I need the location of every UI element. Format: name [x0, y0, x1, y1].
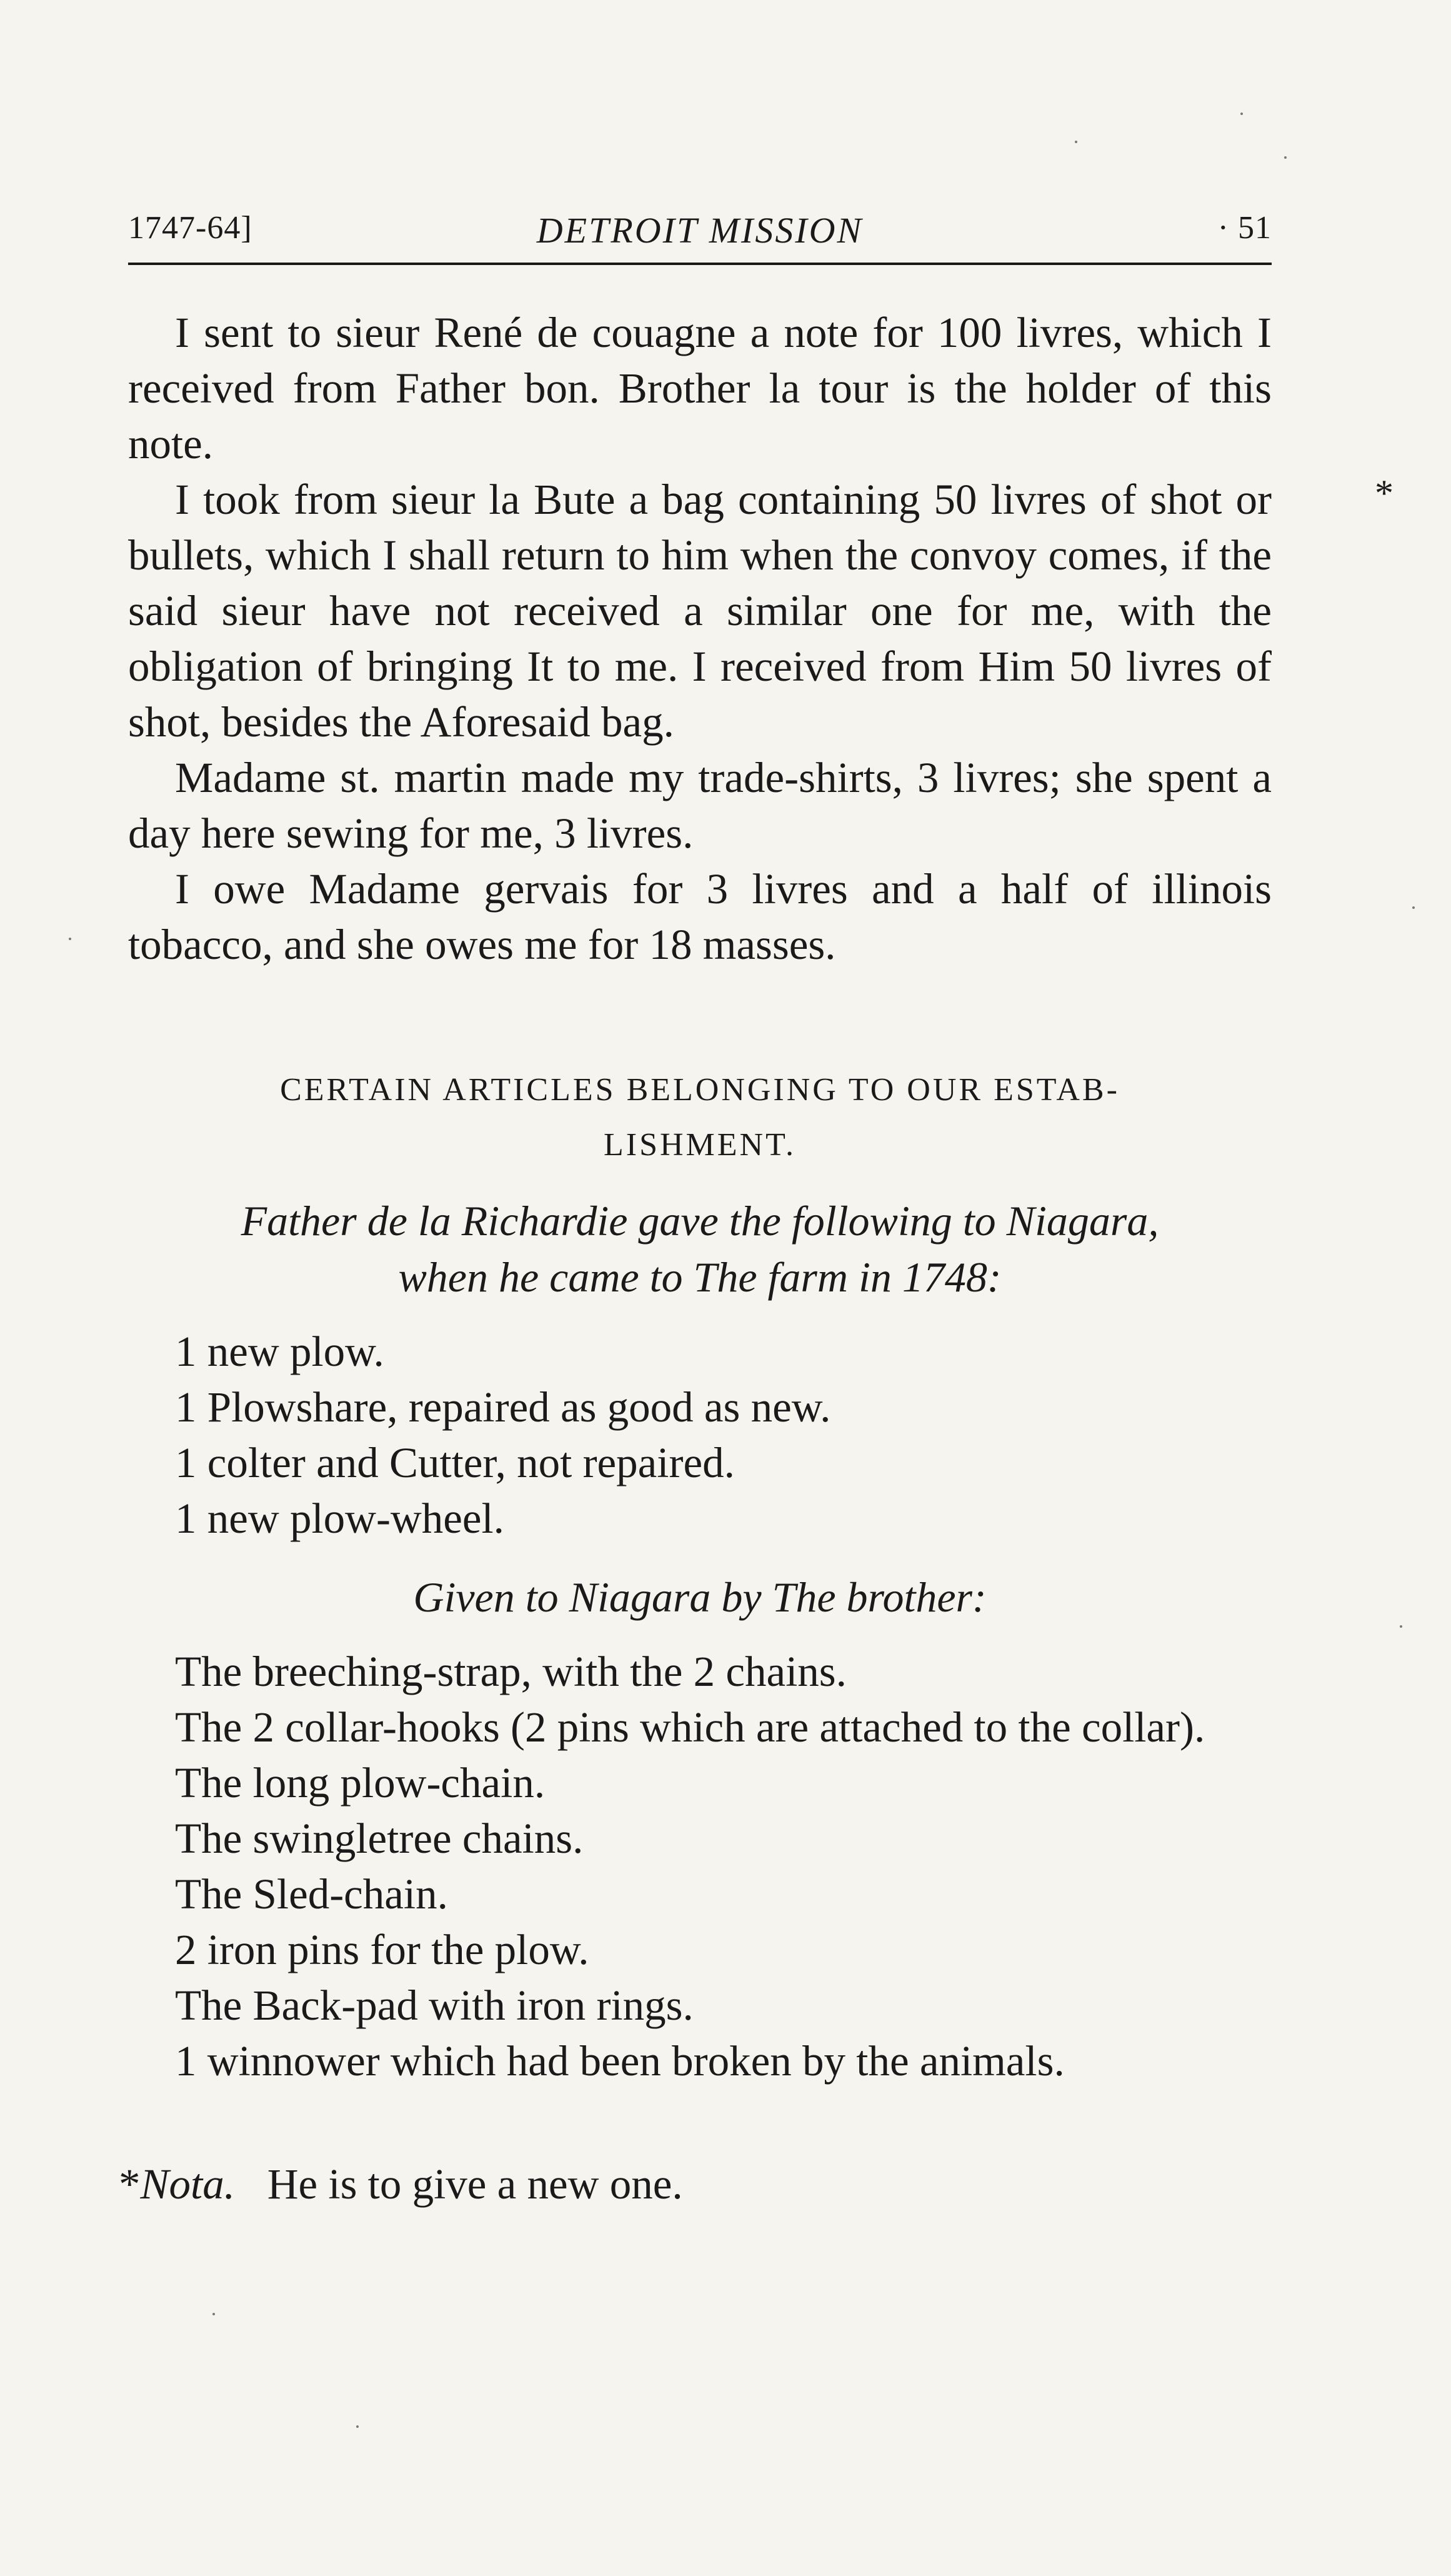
list-item: The long plow-chain.: [175, 1759, 546, 1807]
header-title: DETROIT MISSION: [536, 210, 864, 251]
list-item: The swingletree chains.: [175, 1815, 584, 1862]
scan-speck: [212, 2313, 215, 2315]
paragraph: I sent to sieur René de couagne a note for 100 livres, which I received from Father bon. Brother la tour is the holder of this note.: [128, 309, 1272, 468]
list-item: 1 Plowshare, repaired as good as new.: [175, 1383, 831, 1431]
list-item: 2 iron pins for the plow.: [175, 1926, 589, 1973]
footnote-text: He is to give a new one.: [267, 2160, 683, 2208]
scan-speck: [1412, 906, 1415, 909]
header-years: 1747-64]: [128, 210, 252, 246]
list-item: 1 new plow-wheel.: [175, 1495, 504, 1542]
subheading-richardie: [122, 1193, 1278, 1305]
list-item: 1 winnower which had been broken by the animals.: [175, 2037, 1065, 2085]
header-rule: [128, 263, 1272, 265]
scan-speck: [1400, 1625, 1402, 1628]
list-item: The breeching-strap, with the 2 chains.: [175, 1648, 847, 1695]
footnote-asterisk: *: [119, 2160, 141, 2208]
section-heading-line: LISHMENT.: [603, 1127, 796, 1163]
list-item: The Sled-chain.: [175, 1870, 448, 1918]
list-item: 1 colter and Cutter, not repaired.: [175, 1439, 735, 1486]
subheading-brother: Given to Niagara by The brother:: [413, 1573, 987, 1621]
paragraph: I owe Madame gervais for 3 livres and a half of illinois tobacco, and she owes me for 18 masses.: [128, 865, 1272, 968]
subheading-line: Father de la Richardie gave the following to Niagara,: [241, 1197, 1159, 1245]
item-list-brother: [128, 1644, 1272, 2089]
scan-speck: [356, 2425, 359, 2428]
scan-speck: [1240, 113, 1243, 115]
running-head: [128, 209, 1272, 259]
page-number: · 51: [1217, 210, 1272, 246]
scan-speck: [1075, 141, 1077, 143]
paragraph: I took from sieur la Bute a bag containing 50 livres of shot or bullets, which I shall return to him when the convoy comes, if the said sieur have not received a similar one for me, with the obligation of bringing It to me. I received from Him 50 livres of shot, besides the Aforesaid bag.: [128, 476, 1272, 746]
item-list-richardie: [175, 1324, 1237, 1546]
list-item: 1 new plow.: [175, 1328, 384, 1375]
scan-speck: [69, 938, 71, 940]
section-heading: [128, 1063, 1272, 1173]
footnote-label: Nota.: [140, 2160, 235, 2208]
margin-asterisk: *: [1375, 473, 1394, 514]
list-item: The Back-pad with iron rings.: [175, 1982, 694, 2029]
paragraph: Madame st. martin made my trade-shirts, 3 livres; she spent a day here sewing for me, 3 livres.: [128, 754, 1272, 857]
scan-speck: [1284, 156, 1287, 159]
footnote: [119, 2157, 1275, 2212]
list-item: The 2 collar-hooks (2 pins which are attached to the collar).: [175, 1703, 1205, 1751]
body-text: [128, 305, 1272, 973]
subheading-line: when he came to The farm in 1748:: [398, 1253, 1002, 1301]
section-heading-line: CERTAIN ARTICLES BELONGING TO OUR ESTAB-: [280, 1072, 1120, 1108]
